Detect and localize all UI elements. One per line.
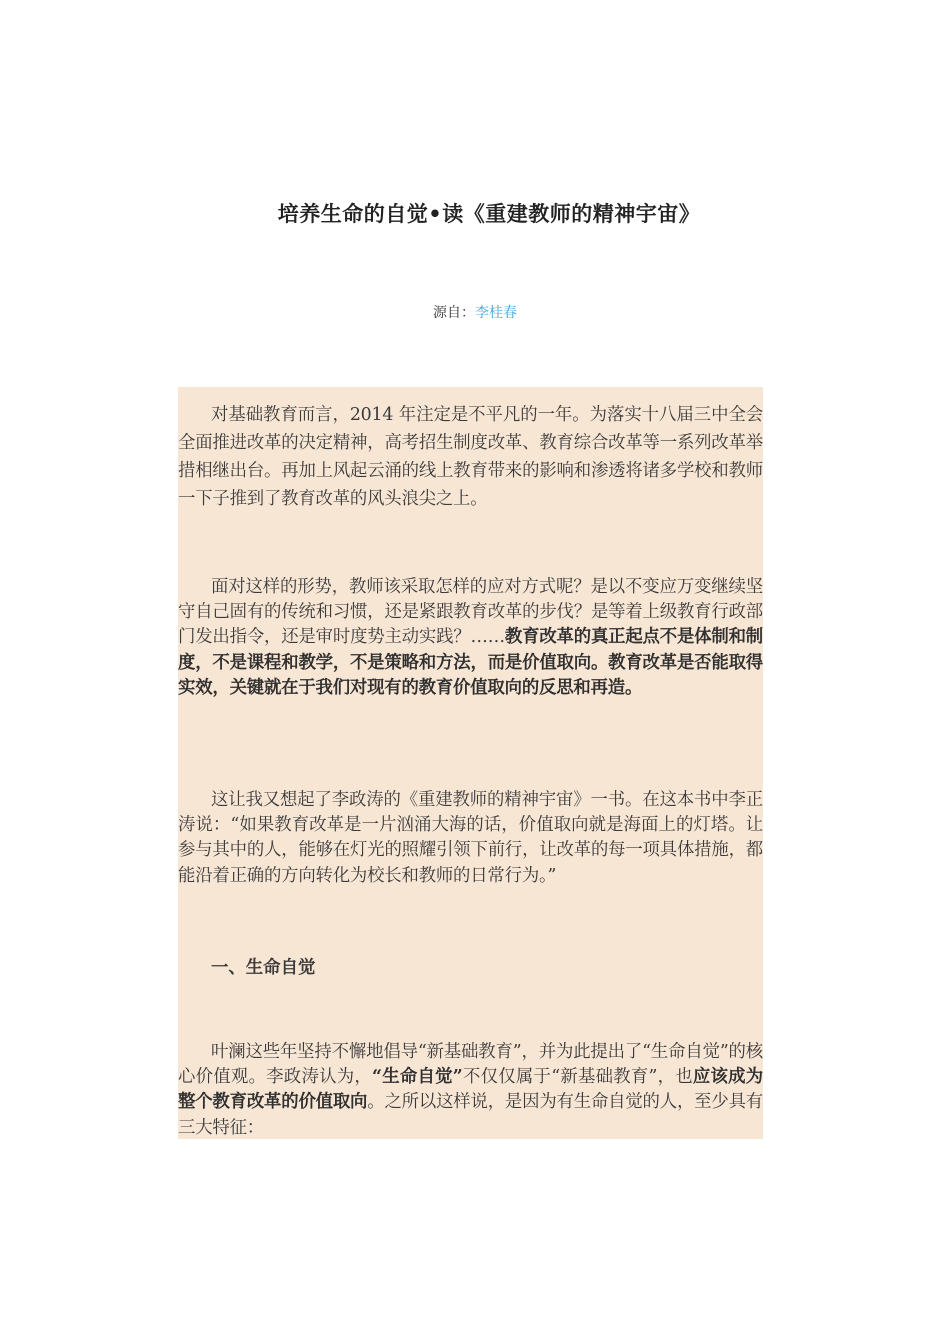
paragraph-4: [178, 1040, 763, 1141]
paragraph-4-emphasis-a: “生命自觉”: [371, 1067, 463, 1088]
paragraph-4-text-c: 。之所以这样说，是因为有生命自觉的人，至少具有三大特征：: [178, 1092, 763, 1138]
paragraph-4-text-b: 不仅仅属于“新基础教育”，也: [462, 1067, 693, 1088]
source-label: 源自：: [433, 305, 475, 321]
article-source: [0, 302, 950, 322]
section-heading: 一、生命自觉: [211, 958, 316, 978]
paragraph-2: [178, 575, 763, 701]
paragraph-1: 对基础教育而言，2014 年注定是不平凡的一年。为落实十八届三中全会全面推进改革的决定精神，高考招生制度改革、教育综合改革等一系列改革举措相继出台。再加上风起云涌的线上教育带来的影响和渗透将诸多学校和教师一下子推到了教育改革的风头浪尖之上。: [178, 405, 763, 509]
source-author-link[interactable]: 李桂春: [475, 305, 517, 321]
article-body: [178, 387, 763, 1139]
article-title: 培养生命的自觉•读《重建教师的精神宇宙》: [277, 202, 701, 226]
paragraph-2-emphasis: 教育改革的真正起点不是体制和制度，不是课程和教学，不是策略和方法，而是价值取向。教育改革是否能取得实效，关键就在于我们对现有的教育价值取向的反思和再造。: [178, 627, 763, 698]
paragraph-4-text-a: 叶澜这些年坚持不懈地倡导“新基础教育”，并为此提出了“生命自觉”的核心价值观。李政涛认为，: [178, 1042, 763, 1088]
paragraph-2-text: 面对这样的形势，教师该采取怎样的应对方式呢？是以不变应万变继续坚守自己固有的传统和习惯，还是紧跟教育改革的步伐？是等着上级教育行政部门发出指令，还是审时度势主动实践？……: [178, 577, 763, 648]
paragraph-4-emphasis-b: 应该成为整个教育改革的价值取向: [178, 1067, 763, 1113]
paragraph-3: 这让我又想起了李政涛的《重建教师的精神宇宙》一书。在这本书中李正涛说：“如果教育改革是一片汹涌大海的话，价值取向就是海面上的灯塔。让参与其中的人，能够在灯光的照耀引领下前行，让改革的每一项具体措施，都能沿着正确的方向转化为校长和教师的日常行为。”: [178, 790, 763, 886]
